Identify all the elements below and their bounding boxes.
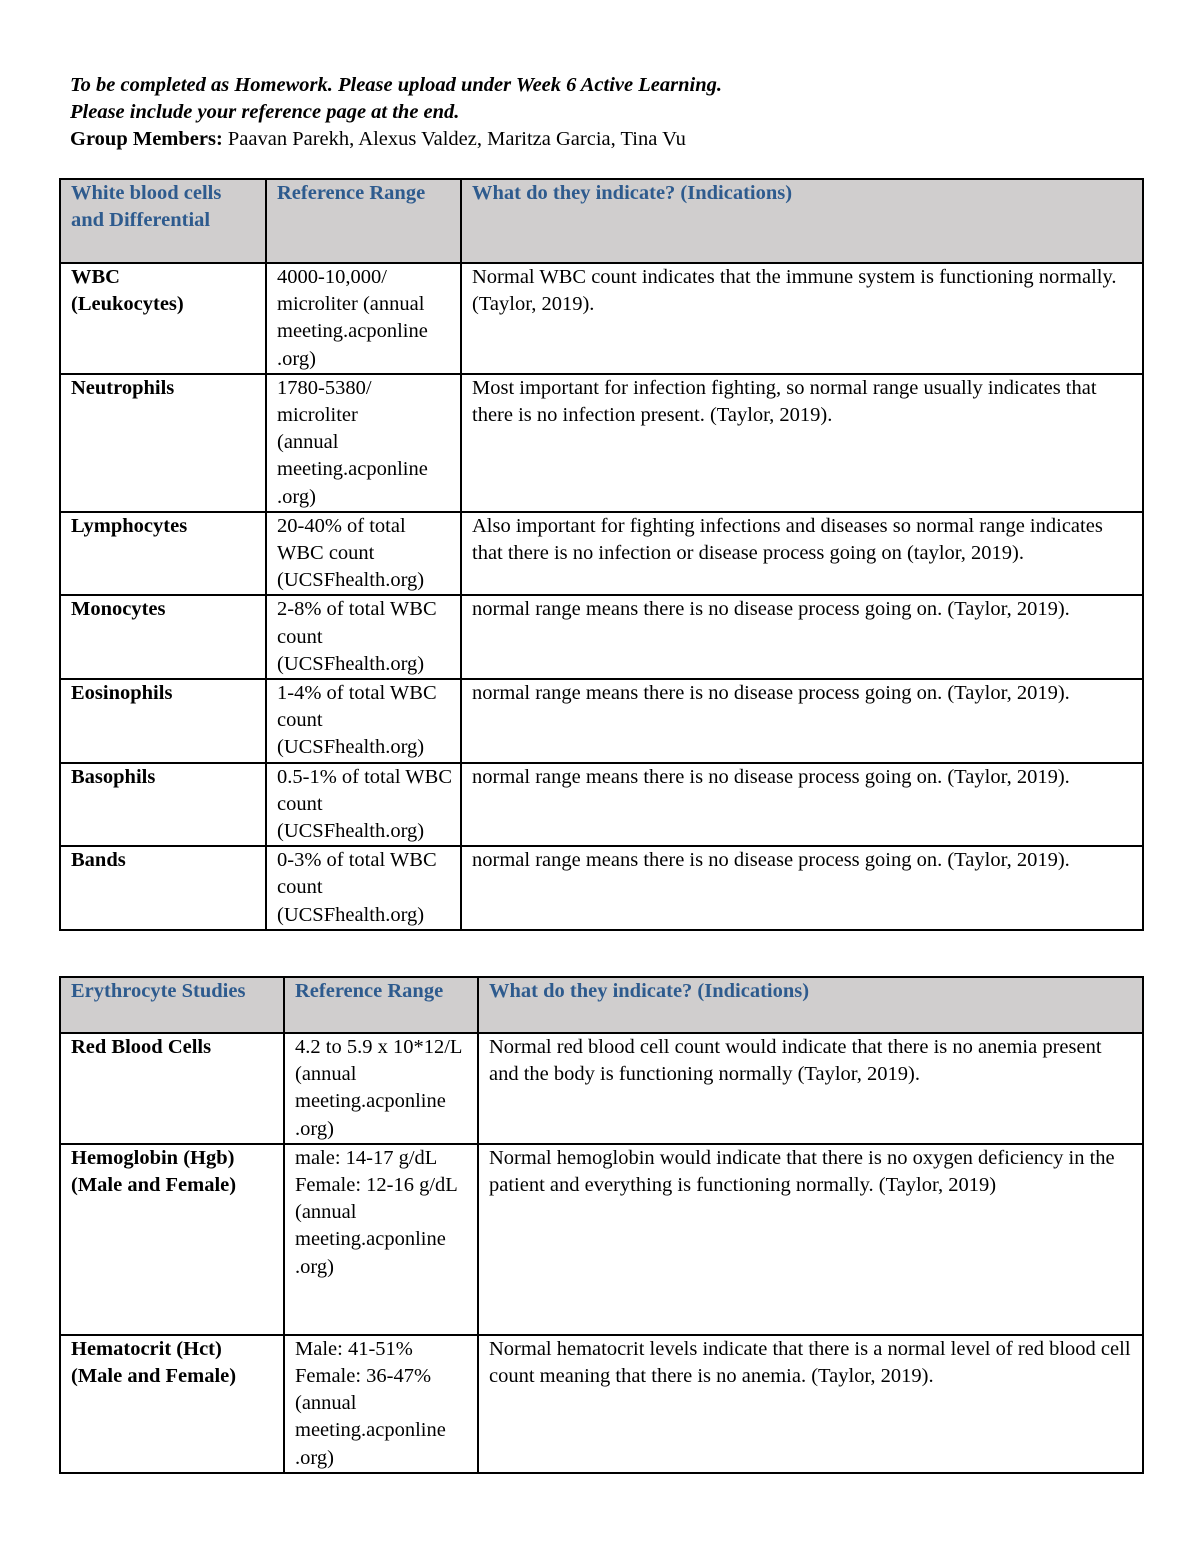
row-range: 20-40% of total WBC count (UCSFhealth.org) bbox=[266, 512, 461, 596]
table-row bbox=[60, 679, 1143, 763]
group-members-label: Group Members: bbox=[70, 128, 223, 150]
row-name: Lymphocytes bbox=[60, 512, 266, 596]
intro-block bbox=[70, 72, 1150, 153]
row-indication: normal range means there is no disease process going on. (Taylor, 2019). bbox=[461, 595, 1143, 679]
table-row bbox=[60, 846, 1143, 930]
row-range: 4000-10,000/ microliter (annual meeting.acponline .org) bbox=[266, 263, 461, 374]
row-range: 0-3% of total WBC count (UCSFhealth.org) bbox=[266, 846, 461, 930]
table-header-row bbox=[60, 179, 1143, 263]
row-range: Male: 41-51% Female: 36-47% (annual meeting.acponline .org) bbox=[284, 1335, 478, 1473]
row-name: Monocytes bbox=[60, 595, 266, 679]
row-range: 1780-5380/ microliter (annual meeting.acponline .org) bbox=[266, 374, 461, 512]
instruction-line-2: Please include your reference page at the end. bbox=[70, 101, 460, 123]
table-row bbox=[60, 512, 1143, 596]
table-row bbox=[60, 1144, 1143, 1335]
rbc-table bbox=[59, 976, 1144, 1474]
row-indication: normal range means there is no disease process going on. (Taylor, 2019). bbox=[461, 763, 1143, 847]
row-indication: Also important for fighting infections and diseases so normal range indicates that there is no infection or disease process going on (taylor, 2019). bbox=[461, 512, 1143, 596]
row-indication: Normal WBC count indicates that the immune system is functioning normally. (Taylor, 2019). bbox=[461, 263, 1143, 374]
table-row bbox=[60, 1033, 1143, 1144]
header-cell: Reference Range bbox=[284, 977, 478, 1033]
row-range: 1-4% of total WBC count (UCSFhealth.org) bbox=[266, 679, 461, 763]
row-indication: Most important for infection fighting, so normal range usually indicates that there is no infection present. (Taylor, 2019). bbox=[461, 374, 1143, 512]
row-indication: normal range means there is no disease process going on. (Taylor, 2019). bbox=[461, 846, 1143, 930]
row-indication: Normal hematocrit levels indicate that there is a normal level of red blood cell count meaning that there is no anemia. (Taylor, 2019). bbox=[478, 1335, 1143, 1473]
header-cell: Erythrocyte Studies bbox=[60, 977, 284, 1033]
wbc-table bbox=[59, 178, 1144, 931]
table-row bbox=[60, 1335, 1143, 1473]
row-name: Red Blood Cells bbox=[60, 1033, 284, 1144]
group-members-line bbox=[70, 126, 1150, 153]
row-name: Hemoglobin (Hgb) (Male and Female) bbox=[60, 1144, 284, 1335]
row-name: WBC (Leukocytes) bbox=[60, 263, 266, 374]
row-name: Neutrophils bbox=[60, 374, 266, 512]
row-name: Hematocrit (Hct) (Male and Female) bbox=[60, 1335, 284, 1473]
header-cell: What do they indicate? (Indications) bbox=[478, 977, 1143, 1033]
row-range: 2-8% of total WBC count (UCSFhealth.org) bbox=[266, 595, 461, 679]
table-row bbox=[60, 263, 1143, 374]
header-cell: What do they indicate? (Indications) bbox=[461, 179, 1143, 263]
row-name: Eosinophils bbox=[60, 679, 266, 763]
row-name: Basophils bbox=[60, 763, 266, 847]
header-cell: White blood cells and Differential bbox=[60, 179, 266, 263]
row-range: 0.5-1% of total WBC count (UCSFhealth.org) bbox=[266, 763, 461, 847]
table-header-row bbox=[60, 977, 1143, 1033]
instruction-line-1: To be completed as Homework. Please upload under Week 6 Active Learning. bbox=[70, 74, 722, 96]
row-indication: normal range means there is no disease process going on. (Taylor, 2019). bbox=[461, 679, 1143, 763]
group-members-names: Paavan Parekh, Alexus Valdez, Maritza Garcia, Tina Vu bbox=[222, 128, 686, 150]
row-range: 4.2 to 5.9 x 10*12/L (annual meeting.acponline .org) bbox=[284, 1033, 478, 1144]
table-row bbox=[60, 595, 1143, 679]
row-range: male: 14-17 g/dL Female: 12-16 g/dL (annual meeting.acponline .org) bbox=[284, 1144, 478, 1335]
table-row bbox=[60, 763, 1143, 847]
row-indication: Normal red blood cell count would indicate that there is no anemia present and the body is functioning normally (Taylor, 2019). bbox=[478, 1033, 1143, 1144]
row-indication: Normal hemoglobin would indicate that there is no oxygen deficiency in the patient and everything is functioning normally. (Taylor, 2019) bbox=[478, 1144, 1143, 1335]
header-cell: Reference Range bbox=[266, 179, 461, 263]
table-row bbox=[60, 374, 1143, 512]
row-name: Bands bbox=[60, 846, 266, 930]
